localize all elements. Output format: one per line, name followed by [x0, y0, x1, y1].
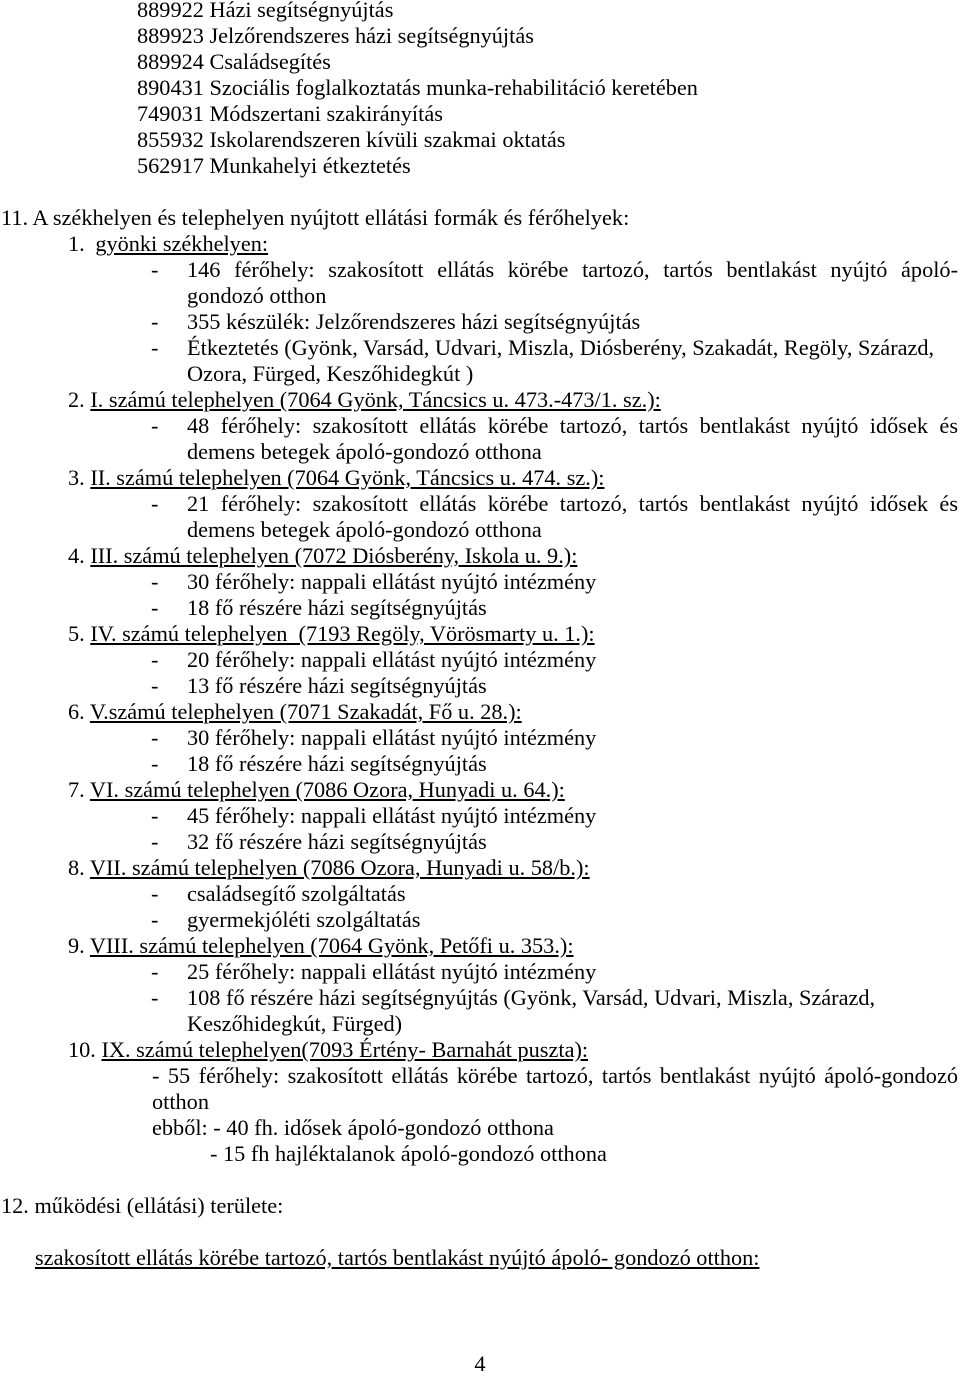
site-name: VIII. számú telephelyen (7064 Gyönk, Petőfi u. 353.):	[89, 933, 574, 958]
site-name: IX. számú telephelyen(7093 Értény- Barnahát puszta):	[101, 1037, 589, 1062]
item-line: 18 fő részére házi segítségnyújtás	[187, 595, 487, 620]
item-line: ebből: - 40 fh. idősek ápoló-gondozó otthona	[152, 1115, 554, 1140]
activity-code-line	[0, 101, 958, 127]
list-marker: -	[151, 725, 159, 750]
service-item	[0, 803, 958, 829]
service-item	[0, 569, 958, 595]
list-marker: -	[151, 309, 159, 334]
site-number: 2.	[68, 387, 85, 412]
activity-code: 855932	[137, 127, 204, 152]
service-item	[0, 309, 958, 335]
activity-label: Iskolarendszeren kívüli szakmai oktatás	[209, 127, 566, 152]
section-title: A székhelyen és telephelyen nyújtott ellátási formák és férőhelyek:	[32, 205, 630, 230]
site-heading	[0, 465, 958, 491]
service-item	[0, 257, 958, 309]
list-marker: -	[151, 257, 159, 282]
site-list	[0, 231, 958, 1167]
activity-code: 889924	[137, 49, 204, 74]
service-item	[0, 335, 958, 387]
site-heading	[0, 621, 958, 647]
list-marker: -	[151, 673, 159, 698]
item-line: otthon	[152, 1089, 209, 1114]
item-line: 18 fő részére házi segítségnyújtás	[187, 751, 487, 776]
site-block	[0, 699, 958, 777]
list-marker: -	[151, 751, 159, 776]
site-block	[0, 933, 958, 1037]
item-line: 355 készülék: Jelzőrendszeres házi segítségnyújtás	[187, 309, 641, 334]
activity-code-line	[0, 127, 958, 153]
site-number: 4.	[68, 543, 85, 568]
list-marker: -	[151, 569, 159, 594]
service-area-subheading	[0, 1245, 958, 1271]
site-block	[0, 855, 958, 933]
activity-code: 749031	[137, 101, 204, 126]
site-block	[0, 1037, 958, 1167]
service-item	[0, 413, 958, 465]
item-line: 30 férőhely: nappali ellátást nyújtó intézmény	[187, 569, 597, 594]
activity-code-list	[0, 0, 958, 179]
list-marker: -	[151, 907, 159, 932]
item-line: demens betegek ápoló-gondozó otthona	[187, 439, 542, 464]
site-heading	[0, 231, 958, 257]
service-item	[0, 829, 958, 855]
item-line: 48 férőhely: szakosított ellátás körébe tartozó, tartós bentlakást nyújtó idősek és	[187, 413, 958, 438]
subheading-text: szakosított ellátás körébe tartozó, tartós bentlakást nyújtó ápoló- gondozó otthon:	[35, 1245, 760, 1270]
site-block	[0, 543, 958, 621]
service-item	[0, 725, 958, 751]
activity-code-line	[0, 49, 958, 75]
activity-code-line	[0, 75, 958, 101]
list-marker: -	[151, 647, 159, 672]
item-line: 30 férőhely: nappali ellátást nyújtó intézmény	[187, 725, 597, 750]
site-number: 10.	[68, 1037, 96, 1062]
site-block	[0, 777, 958, 855]
service-item	[0, 881, 958, 907]
item-line: gyermekjóléti szolgáltatás	[187, 907, 421, 932]
site-heading	[0, 699, 958, 725]
site-heading	[0, 1037, 958, 1063]
item-line: 21 férőhely: szakosított ellátás körébe tartozó, tartós bentlakást nyújtó idősek és	[187, 491, 958, 516]
site-name: gyönki székhelyen:	[95, 231, 269, 256]
site-number: 3.	[68, 465, 85, 490]
site-name: I. számú telephelyen (7064 Gyönk, Táncsics u. 473.-473/1. sz.):	[90, 387, 661, 412]
item-line: Ozora, Fürged, Keszőhidegkút )	[187, 361, 474, 386]
spacer	[0, 1219, 958, 1245]
service-item	[0, 751, 958, 777]
activity-label: Módszertani szakirányítás	[209, 101, 443, 126]
item-line: - 55 férőhely: szakosított ellátás körébe tartozó, tartós bentlakást nyújtó ápoló-gondozó	[152, 1063, 958, 1088]
site-block	[0, 465, 958, 543]
list-marker: -	[151, 413, 159, 438]
section-title: működési (ellátási) területe:	[34, 1193, 284, 1218]
spacer	[0, 1167, 958, 1193]
activity-label: Szociális foglalkoztatás munka-rehabilitáció keretében	[209, 75, 698, 100]
section-12-heading	[0, 1193, 958, 1219]
item-line: demens betegek ápoló-gondozó otthona	[187, 517, 542, 542]
spacer	[0, 179, 958, 205]
list-marker: -	[151, 985, 159, 1010]
site-name: IV. számú telephelyen (7193 Regöly, Vörösmarty u. 1.):	[90, 621, 595, 646]
item-line: 25 férőhely: nappali ellátást nyújtó intézmény	[187, 959, 597, 984]
section-number: 11.	[1, 205, 29, 230]
site-block	[0, 621, 958, 699]
site-number: 6.	[68, 699, 85, 724]
site-heading	[0, 855, 958, 881]
activity-label: Munkahelyi étkeztetés	[209, 153, 411, 178]
list-marker: -	[151, 829, 159, 854]
item-line: 20 férőhely: nappali ellátást nyújtó intézmény	[187, 647, 597, 672]
service-item	[0, 673, 958, 699]
site-name: II. számú telephelyen (7064 Gyönk, Táncsics u. 474. sz.):	[90, 465, 605, 490]
site-heading	[0, 543, 958, 569]
service-item	[0, 595, 958, 621]
activity-label: Családsegítés	[209, 49, 331, 74]
site-number: 7.	[68, 777, 85, 802]
site-block	[0, 387, 958, 465]
activity-label: Jelzőrendszeres házi segítségnyújtás	[209, 23, 534, 48]
item-line: családsegítő szolgáltatás	[187, 881, 406, 906]
activity-code: 890431	[137, 75, 204, 100]
activity-code: 889922	[137, 0, 204, 22]
item-line: 108 fő részére házi segítségnyújtás (Gyönk, Varsád, Udvari, Miszla, Szárazd,	[187, 985, 876, 1010]
site-number: 1.	[68, 231, 85, 256]
site-name: V.számú telephelyen (7071 Szakadát, Fő u. 28.):	[89, 699, 522, 724]
item-line: - 15 fh hajléktalanok ápoló-gondozó otthona	[210, 1141, 607, 1166]
list-marker: -	[151, 959, 159, 984]
list-marker: -	[151, 595, 159, 620]
section-number: 12.	[1, 1193, 29, 1218]
item-line: Étkeztetés (Gyönk, Varsád, Udvari, Miszla, Diósberény, Szakadát, Regöly, Szárazd,	[187, 335, 935, 360]
activity-code: 562917	[137, 153, 204, 178]
item-line: 146 férőhely: szakosított ellátás körébe tartozó, tartós bentlakást nyújtó ápoló-	[187, 257, 958, 282]
service-item	[0, 491, 958, 543]
service-item	[0, 985, 958, 1037]
page-number: 4	[474, 1351, 486, 1376]
site-number: 5.	[68, 621, 85, 646]
site-number: 9.	[68, 933, 85, 958]
list-marker: -	[151, 491, 159, 516]
service-item	[0, 647, 958, 673]
list-marker: -	[151, 335, 159, 360]
list-marker: -	[151, 803, 159, 828]
service-item	[0, 959, 958, 985]
service-item	[0, 907, 958, 933]
activity-code-line	[0, 153, 958, 179]
site-heading	[0, 777, 958, 803]
site-block	[0, 231, 958, 387]
activity-label: Házi segítségnyújtás	[209, 0, 394, 22]
list-marker: -	[151, 881, 159, 906]
site-heading	[0, 933, 958, 959]
activity-code-line	[0, 0, 958, 23]
site-name: III. számú telephelyen (7072 Diósberény, Iskola u. 9.):	[90, 543, 578, 568]
activity-code-line	[0, 23, 958, 49]
section-11-heading	[0, 205, 958, 231]
site-name: VI. számú telephelyen (7086 Ozora, Hunyadi u. 64.):	[89, 777, 565, 802]
item-line: 32 fő részére házi segítségnyújtás	[187, 829, 487, 854]
item-line: 45 férőhely: nappali ellátást nyújtó intézmény	[187, 803, 597, 828]
item-line: Keszőhidegkút, Fürged)	[187, 1011, 403, 1036]
site-name: VII. számú telephelyen (7086 Ozora, Hunyadi u. 58/b.):	[89, 855, 590, 880]
activity-code: 889923	[137, 23, 204, 48]
item-line: gondozó otthon	[187, 283, 327, 308]
site-heading	[0, 387, 958, 413]
site-number: 8.	[68, 855, 85, 880]
item-line: 13 fő részére házi segítségnyújtás	[187, 673, 487, 698]
